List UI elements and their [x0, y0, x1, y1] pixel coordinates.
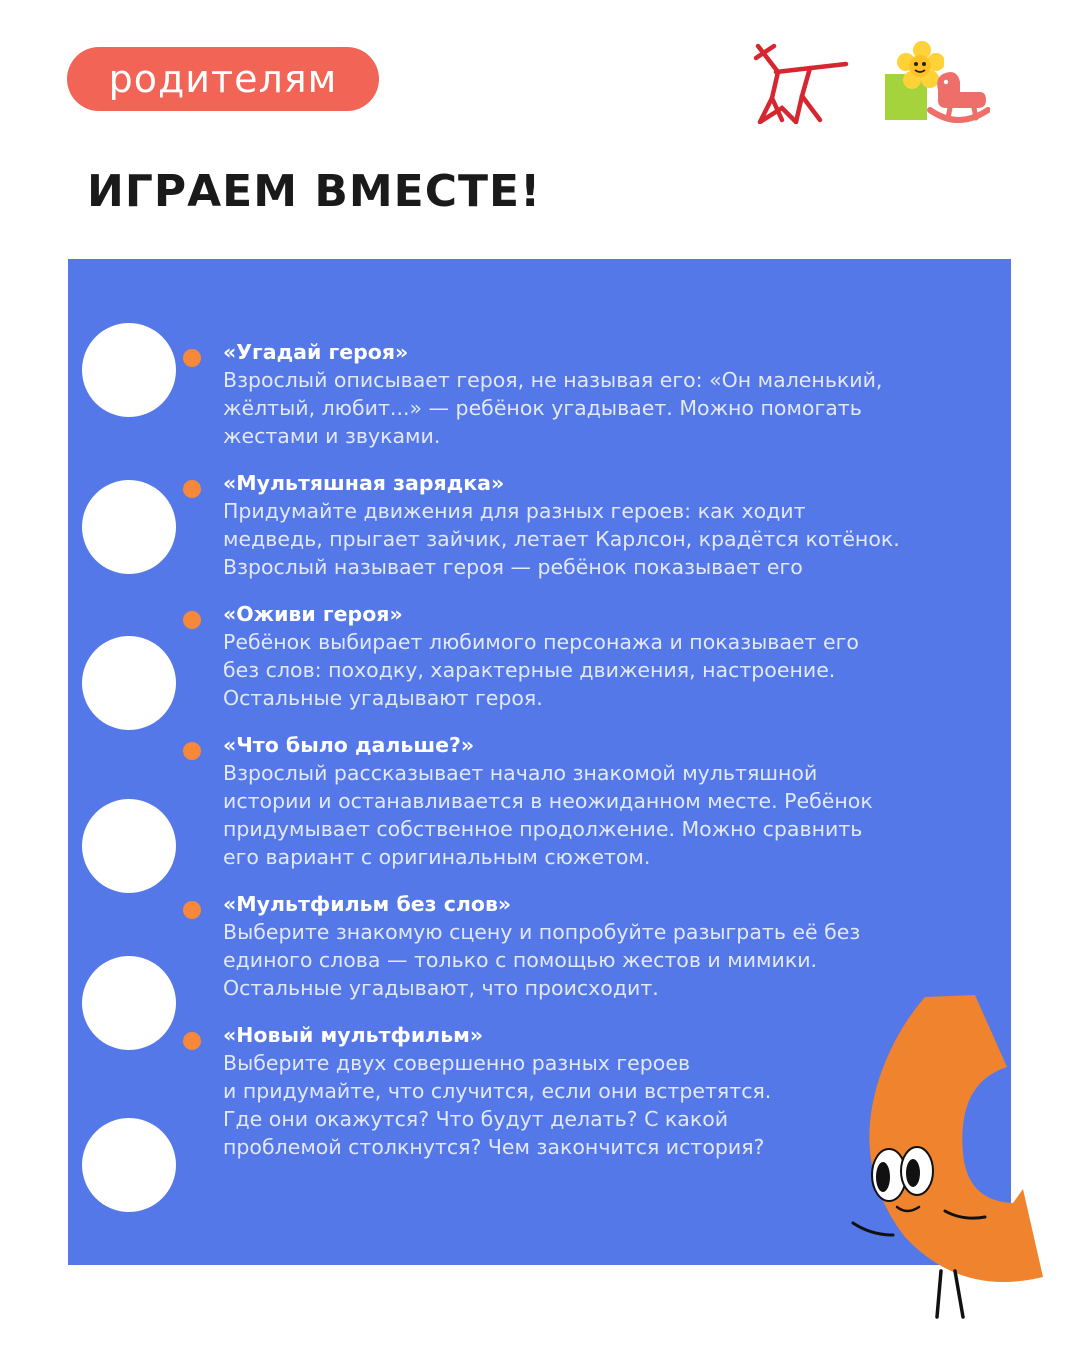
- game-title: «Мультяшная зарядка»: [223, 471, 505, 495]
- list-item: [180, 731, 960, 871]
- list-item: [180, 338, 960, 450]
- binder-hole: [82, 323, 176, 417]
- game-description: Взрослый описывает героя, не называя его: «Он маленький, жёлтый, любит...» — ребёнок угадывает. Можно помогать жестами и звуками.: [223, 368, 883, 448]
- section-badge: родителям: [67, 47, 379, 111]
- bullet-dot: [183, 349, 201, 367]
- binder-hole: [82, 480, 176, 574]
- binder-hole: [82, 1118, 176, 1212]
- list-item: [180, 600, 960, 712]
- binder-hole: [82, 799, 176, 893]
- game-description: Придумайте движения для разных героев: как ходит медведь, прыгает зайчик, летает Карлсон, крадётся котёнок. Взрослый называет героя — ребёнок показывает его: [223, 499, 900, 579]
- game-title: «Что было дальше?»: [223, 733, 475, 757]
- list-item: [180, 469, 960, 581]
- list-item: [180, 890, 960, 1002]
- game-description: Выберите двух совершенно разных героев и придумайте, что случится, если они встретятся. Где они окажутся? Что будут делать? С какой проблемой столкнутся? Чем закончится история?: [223, 1051, 772, 1159]
- bullet-dot: [183, 901, 201, 919]
- wooden-horse-icon: [750, 42, 850, 124]
- c-letter-mascot: [845, 985, 1055, 1325]
- game-description: Взрослый рассказывает начало знакомой мультяшной истории и останавливается в неожиданном месте. Ребёнок придумывает собственное продолжение. Можно сравнить его вариант с оригинальным сюжетом.: [223, 761, 873, 869]
- list-item: [180, 1021, 960, 1161]
- game-title: «Мультфильм без слов»: [223, 892, 512, 916]
- bullet-dot: [183, 480, 201, 498]
- game-title: «Оживи героя»: [223, 602, 403, 626]
- rocking-horse-icon: [926, 66, 990, 128]
- game-description: Ребёнок выбирает любимого персонажа и показывает его без слов: походку, характерные движения, настроение. Остальные угадывают героя.: [223, 630, 859, 710]
- game-title: «Угадай героя»: [223, 340, 409, 364]
- bullet-dot: [183, 1032, 201, 1050]
- binder-hole: [82, 636, 176, 730]
- binder-hole: [82, 956, 176, 1050]
- bullet-dot: [183, 611, 201, 629]
- page-title: ИГРАЕМ ВМЕСТЕ!: [87, 166, 542, 217]
- bullet-dot: [183, 742, 201, 760]
- games-list: [180, 338, 960, 1180]
- game-title: «Новый мультфильм»: [223, 1023, 484, 1047]
- game-description: Выберите знакомую сцену и попробуйте разыграть её без единого слова — только с помощью жестов и мимики. Остальные угадывают, что происходит.: [223, 920, 861, 1000]
